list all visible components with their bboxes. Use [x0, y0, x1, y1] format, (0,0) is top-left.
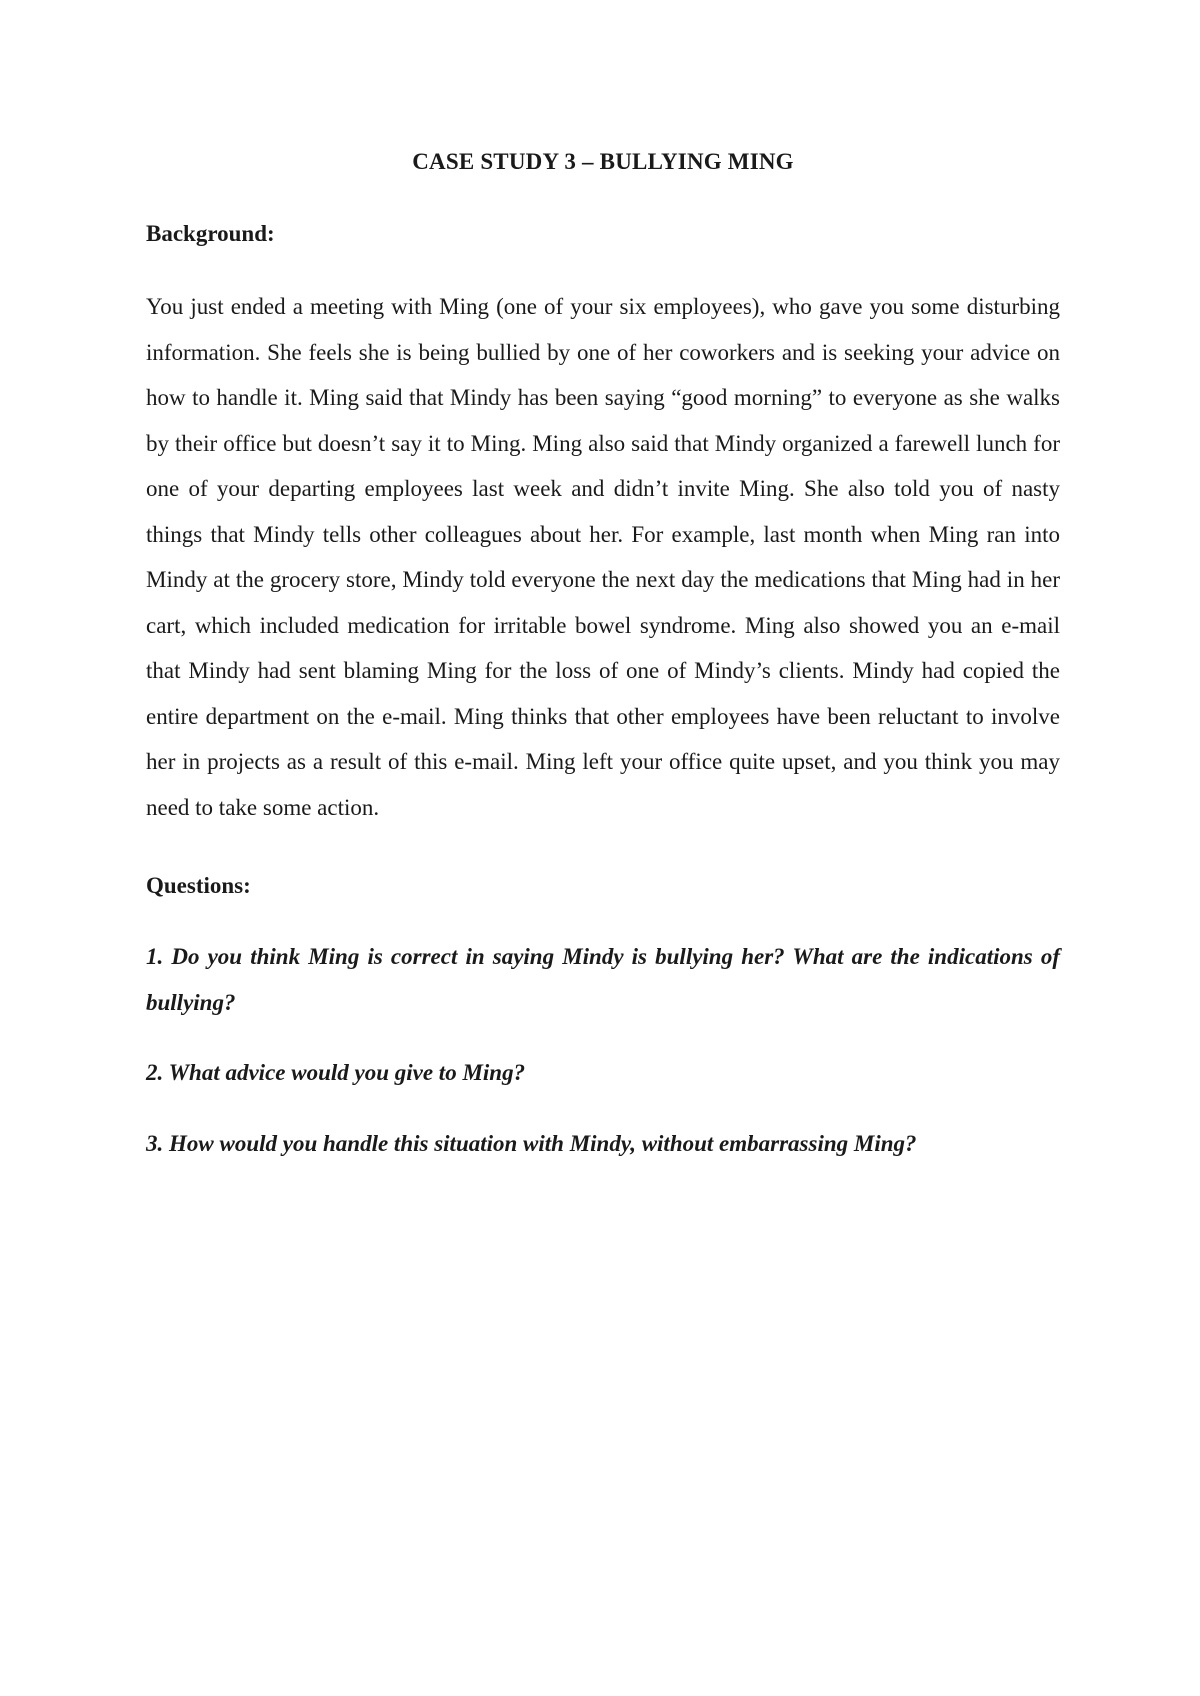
question-2: 2. What advice would you give to Ming?	[146, 1060, 526, 1085]
question-3: 3. How would you handle this situation with Mindy, without embarrassing Ming?	[146, 1130, 917, 1156]
page-title: CASE STUDY 3 – BULLYING MING	[412, 149, 794, 174]
document-content	[146, 142, 1060, 1166]
background-paragraph: You just ended a meeting with Ming (one of your six employees), who gave you some disturbing information. She feels she is being bullied by one of her coworkers and is seeking your advice on how to handle it. Ming said that Mindy has been saying “good morning” to everyone as she walks by their office but doesn’t say it to Ming. Ming also said that Mindy organized a farewell lunch for one of your departing employees last week and didn’t invite Ming. She also told you of nasty things that Mindy tells other colleagues about her. For example, last month when Ming ran into Mindy at the grocery store, Mindy told everyone the next day the medications that Ming had in her cart, which included medication for irritable bowel syndrome. Ming also showed you an e-mail that Mindy had sent blaming Ming for the loss of one of Mindy’s clients. Mindy had copied the entire department on the e-mail. Ming thinks that other employees have been reluctant to involve her in projects as a result of this e-mail. Ming left your office quite upset, and you think you may need to take some action.	[146, 294, 1060, 820]
questions-heading: Questions:	[146, 873, 251, 898]
background-heading: Background:	[146, 221, 275, 246]
question-1: 1. Do you think Ming is correct in saying Mindy is bullying her? What are the indications of bullying?	[146, 944, 1060, 1015]
